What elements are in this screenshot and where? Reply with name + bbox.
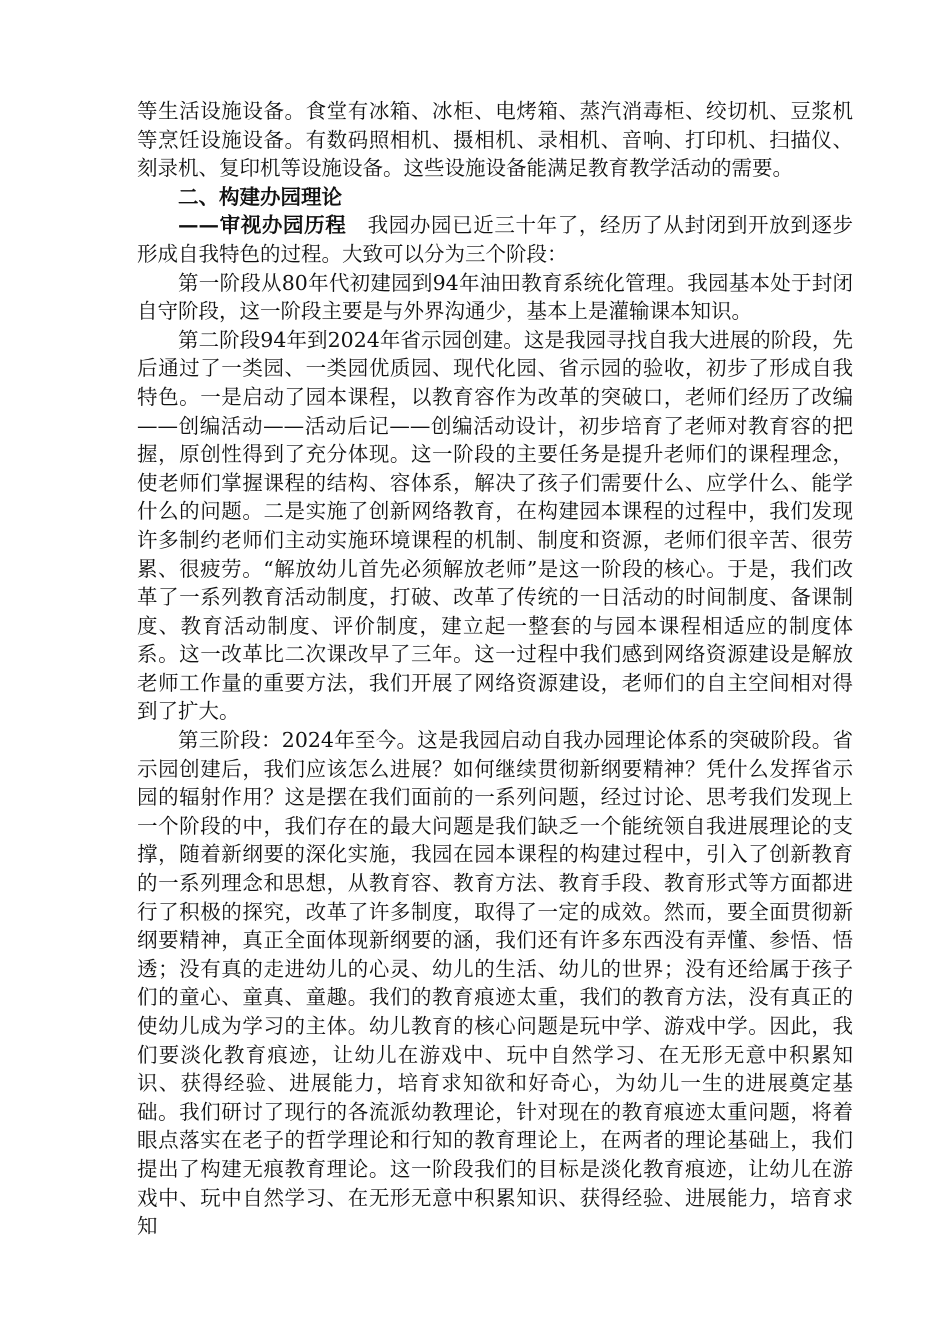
paragraph-stage-2: 第二阶段94年到2024年省示园创建。这是我园寻找自我大进展的阶段，先后通过了一类园、一类园优质园、现代化园、省示园的验收，初步了形成自我特色。一是启动了园本课程，以教育容作为改革的突破口，老师们经历了改编——创编活动——活动后记——创编活动设计，初步培育了老师对教育容的把握，原创性得到了充分体现。这一阶段的主要任务是提升老师们的课程理念，使老师们掌握课程的结构、容体系，解决了孩子们需要什么、应学什么、能学什么的问题。二是实施了创新网络教育，在构建园本课程的过程中，我们发现许多制约老师们主动实施环境课程的机制、制度和资源，老师们很辛苦、很劳累、很疲劳。“解放幼儿首先必须解放老师”是这一阶段的核心。于是，我们改革了一系列教育活动制度，打破、改革了传统的一日活动的时间制度、备课制度、教育活动制度、评价制度，建立起一整套的与园本课程相适应的制度体系。这一改革比二次课改早了三年。这一过程中我们感到网络资源建设是解放老师工作量的重要方法，我们开展了网络资源建设，老师们的自主空间相对得到了扩大。 <box>137 327 853 724</box>
paragraph-stage-3: 第三阶段：2024年至今。这是我园启动自我办园理论体系的突破阶段。省示园创建后，我们应该怎么进展？如何继续贯彻新纲要精神？凭什么发挥省示园的辐射作用？这是摆在我们面前的一系列问题，经过讨论、思考我们发现上一个阶段的中，我们存在的最大问题是我们缺乏一个能统领自我进展理论的支撑，随着新纲要的深化实施，我园在园本课程的构建过程中，引入了创新教育的一系列理念和思想，从教育容、教育方法、教育手段、教育形式等方面都进行了积极的探究，改革了许多制度，取得了一定的成效。然而，要全面贯彻新纲要精神，真正全面体现新纲要的涵，我们还有许多东西没有弄懂、参悟、悟透；没有真的走进幼儿的心灵、幼儿的生活、幼儿的世界；没有还给属于孩子们的童心、童真、童趣。我们的教育痕迹太重，我们的教育方法，没有真正的使幼儿成为学习的主体。幼儿教育的核心问题是玩中学、游戏中学。因此，我们要淡化教育痕迹，让幼儿在游戏中、玩中自然学习、在无形无意中积累知识、获得经验、进展能力，培育求知欲和好奇心，为幼儿一生的进展奠定基础。我们研讨了现行的各流派幼教理论，针对现在的教育痕迹太重问题，将着眼点落实在老子的哲学理论和行知的教育理论上，在两者的理论基础上，我们提出了构建无痕教育理论。这一阶段我们的目标是淡化教育痕迹，让幼儿在游戏中、玩中自然学习、在无形无意中积累知识、获得经验、进展能力，培育求知 <box>137 728 853 1239</box>
paragraph-stage-1: 第一阶段从80年代初建园到94年油田教育系统化管理。我园基本处于封闭自守阶段，这一阶段主要是与外界沟通少，基本上是灌输课本知识。 <box>137 270 853 324</box>
paragraph-facilities: 等生活设施设备。食堂有冰箱、冰柜、电烤箱、蒸汽消毒柜、绞切机、豆浆机等烹饪设施设备。有数码照相机、摄相机、录相机、音响、打印机、扫描仪、刻录机、复印机等设施设备。这些设施设备能满足教育教学活动的需要。 <box>137 99 853 181</box>
document-page <box>137 97 853 1241</box>
subheading-text: 我园办园已近三十年了，经历了从封闭到开放到逐步形成自我特色的过程。大致可以分为三个阶段： <box>137 213 854 266</box>
section-heading: 二、构建办园理论 <box>178 184 342 209</box>
subheading: ——审视办园历程 <box>178 213 347 238</box>
paragraph-history <box>137 211 853 268</box>
